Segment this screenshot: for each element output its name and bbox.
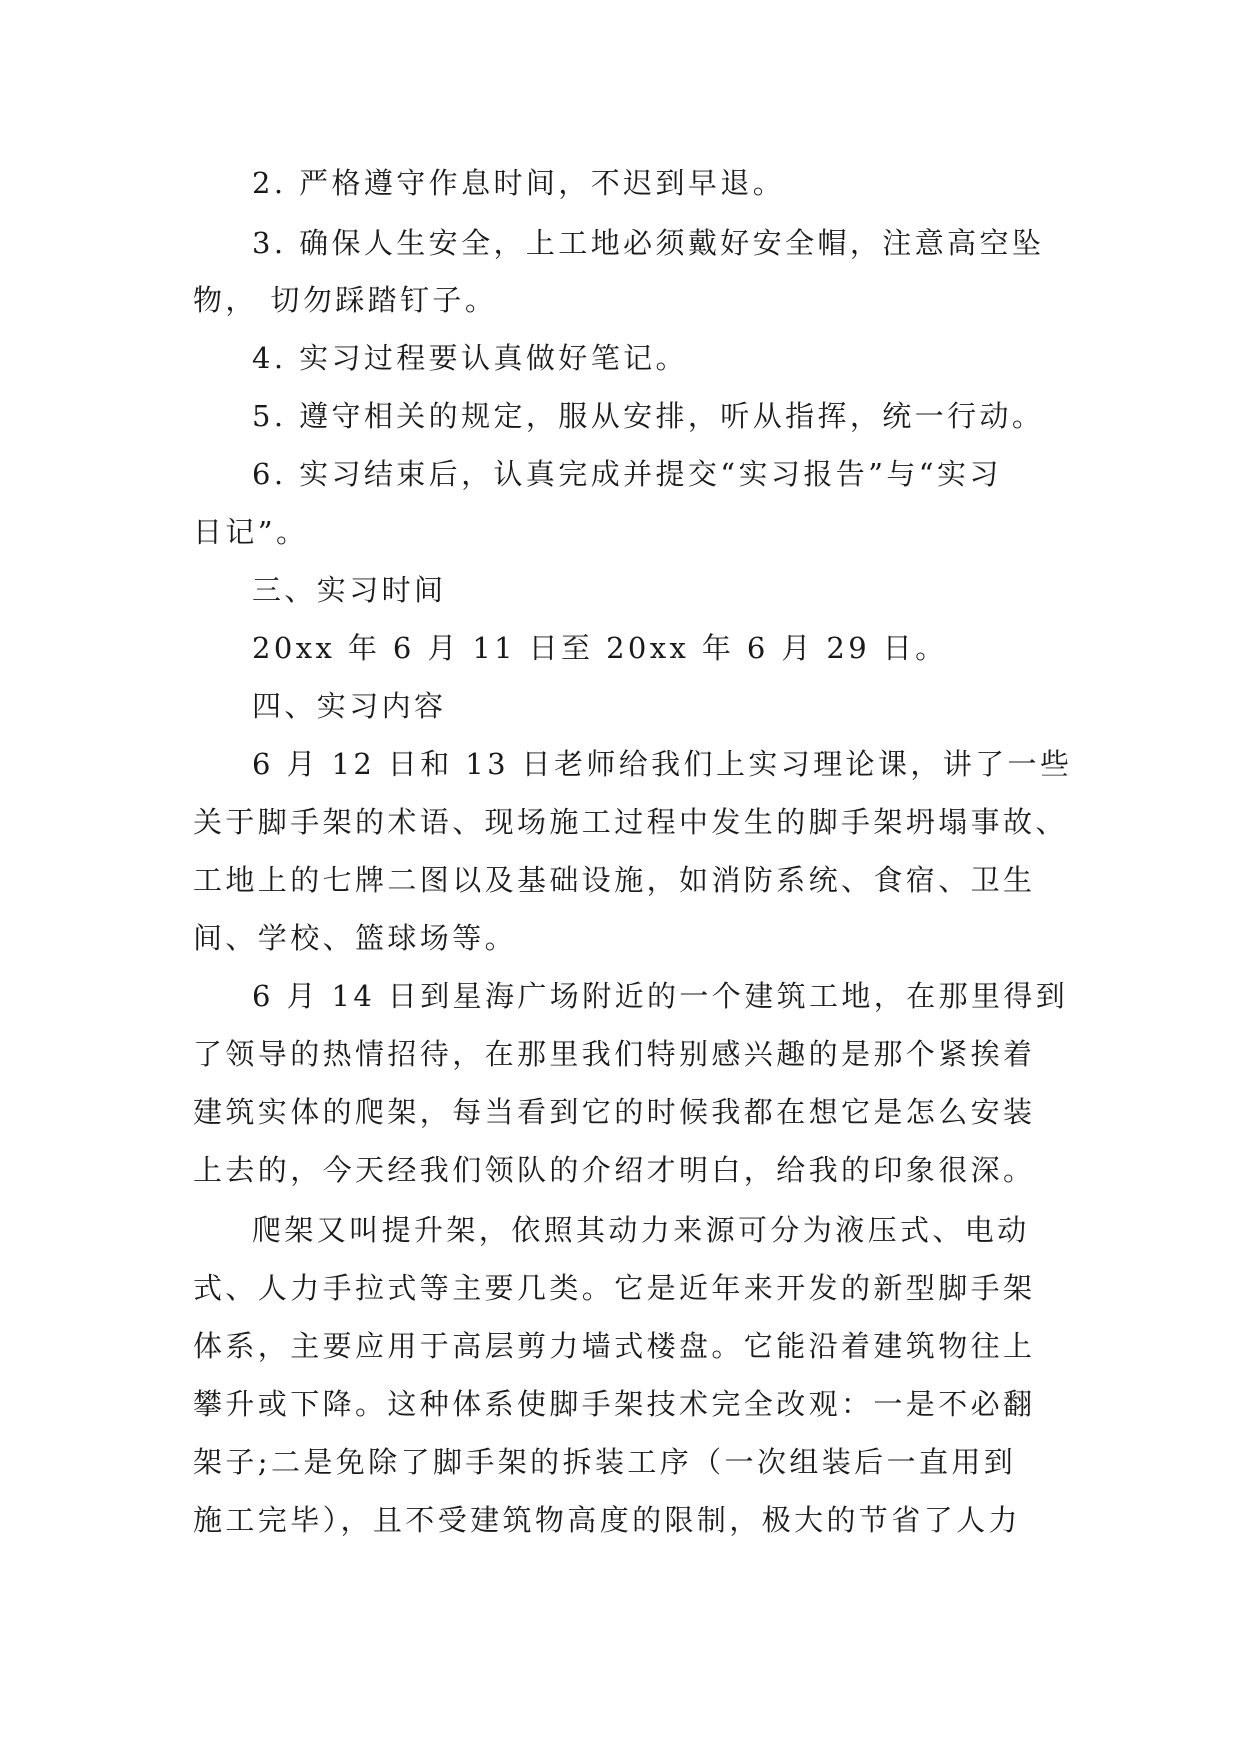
paragraph-1-line-2: 关于脚手架的术语、现场施工过程中发生的脚手架坍塌事故、 [193, 805, 1068, 839]
text-line-rule-4: 4. 实习过程要认真做好笔记。 [252, 341, 688, 375]
paragraph-2-line-2: 了领导的热情招待，在那里我们特别感兴趣的是那个紧挨着 [193, 1037, 1036, 1071]
text-line-rule-3: 3. 确保人生安全，上工地必须戴好安全帽，注意高空坠 [252, 226, 1045, 260]
text-line-rule-6: 6. 实习结束后，认真完成并提交“实习报告”与“实习 [252, 457, 1002, 491]
text-line-rule-3-cont: 物， 切勿踩踏钉子。 [193, 283, 498, 317]
text-line-rule-5: 5. 遵守相关的规定，服从安排，听从指挥，统一行动。 [252, 399, 1045, 433]
text-line-rule-6-cont: 日记”。 [193, 515, 309, 549]
paragraph-3-line-5: 架子;二是免除了脚手架的拆装工序（一次组装后一直用到 [193, 1445, 1017, 1479]
section-heading-content: 四、实习内容 [252, 689, 447, 723]
paragraph-1-line-3: 工地上的七牌二图以及基础设施，如消防系统、食宿、卫生 [193, 863, 1036, 897]
paragraph-2-line-3: 建筑实体的爬架，每当看到它的时候我都在想它是怎么安装 [193, 1095, 1036, 1129]
text-line-dates: 20xx 年 6 月 11 日至 20xx 年 6 月 29 日。 [252, 631, 948, 665]
paragraph-1-line-1: 6 月 12 日和 13 日老师给我们上实习理论课，讲了一些 [252, 747, 1073, 781]
text-line-rule-2: 2. 严格遵守作息时间，不迟到早退。 [252, 166, 786, 200]
paragraph-3-line-2: 式、人力手拉式等主要几类。它是近年来开发的新型脚手架 [193, 1271, 1036, 1305]
paragraph-3-line-3: 体系，主要应用于高层剪力墙式楼盘。它能沿着建筑物往上 [193, 1329, 1036, 1363]
section-heading-time: 三、实习时间 [252, 573, 447, 607]
paragraph-3-line-6: 施工完毕），且不受建筑物高度的限制，极大的节省了人力 [193, 1503, 1021, 1537]
paragraph-1-line-4: 间、学校、篮球场等。 [193, 921, 518, 955]
paragraph-3-line-1: 爬架又叫提升架，依照其动力来源可分为液压式、电动 [252, 1213, 1030, 1247]
paragraph-2-line-1: 6 月 14 日到星海广场附近的一个建筑工地，在那里得到 [252, 979, 1069, 1013]
paragraph-3-line-4: 攀升或下降。这种体系使脚手架技术完全改观：一是不必翻 [193, 1387, 1036, 1421]
paragraph-2-line-4: 上去的，今天经我们领队的介绍才明白，给我的印象很深。 [193, 1153, 1036, 1187]
